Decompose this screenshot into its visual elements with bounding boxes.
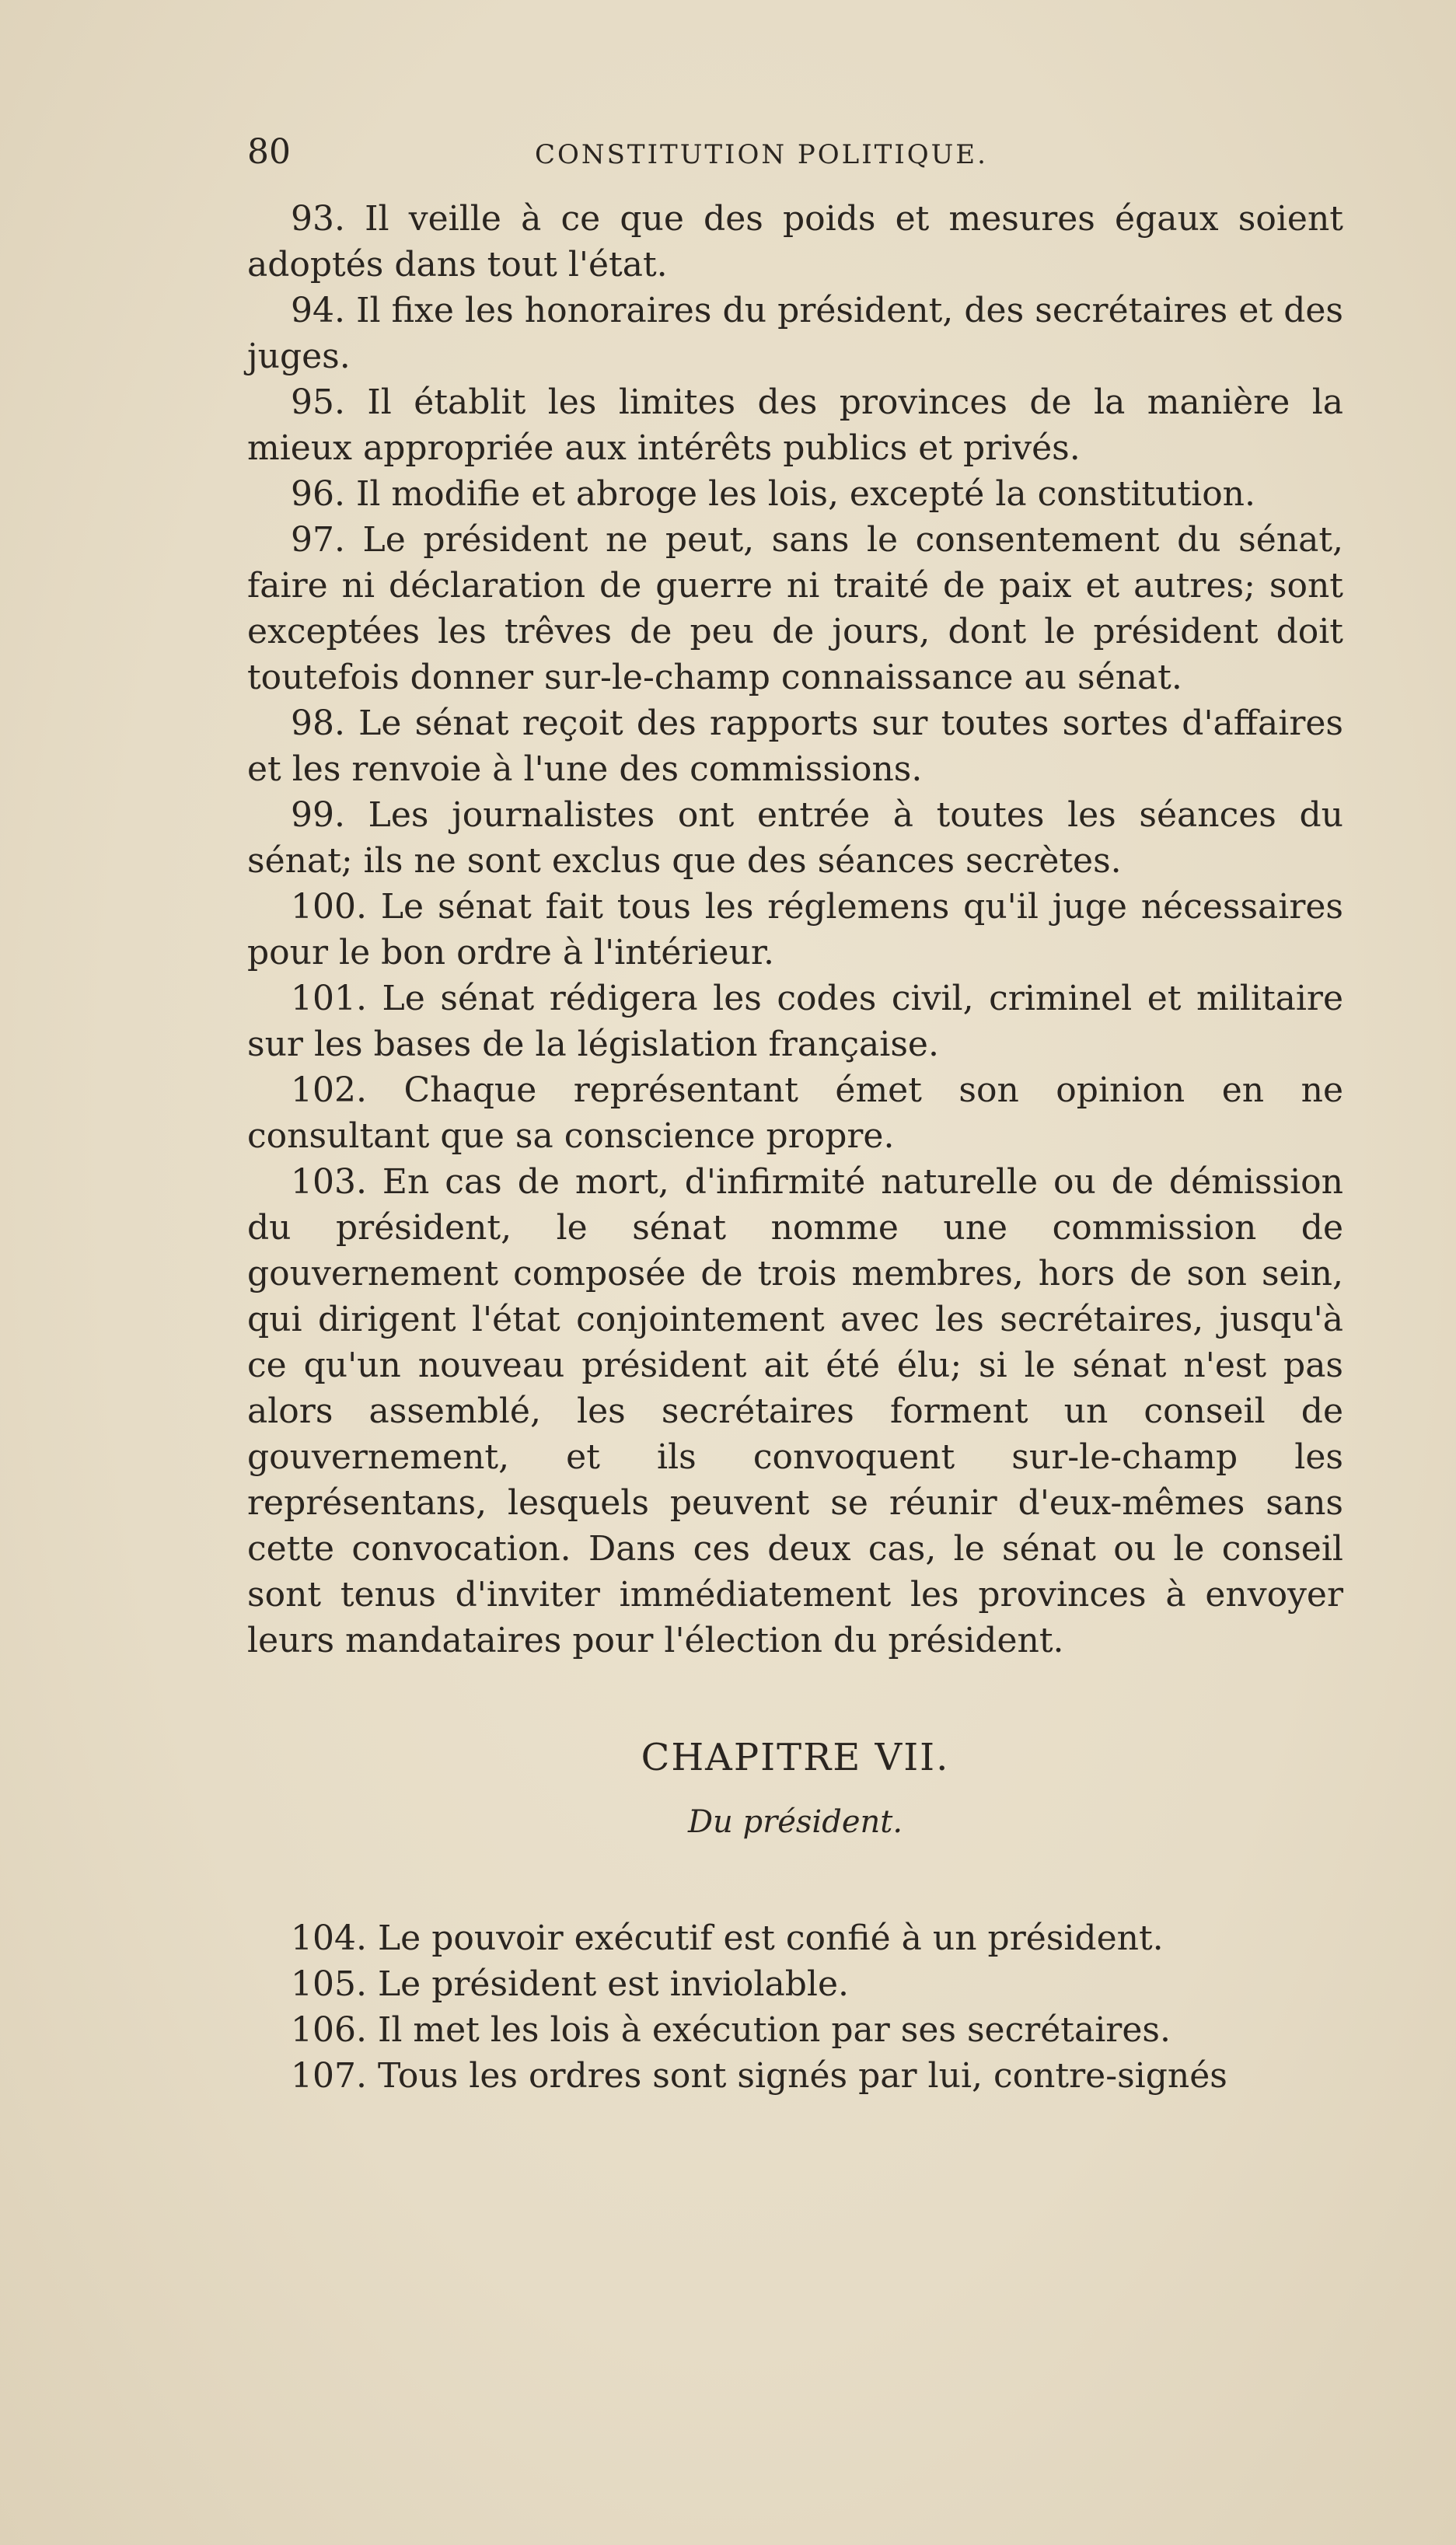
page-header [247, 132, 1343, 196]
page-number: 80 [247, 132, 291, 172]
article-107: 107. Tous les ordres sont signés par lui, contre-signés [291, 2056, 1227, 2096]
running-head: CONSTITUTION POLITIQUE. [535, 139, 988, 170]
article-106: 106. Il met les lois à exécution par ses secrétaires. [291, 2010, 1171, 2050]
chapter-subtitle: Du président. [687, 1804, 903, 1840]
article-104: 104. Le pouvoir exécutif est confié à un président. [291, 1918, 1164, 1958]
article-100: 100. Le sénat fait tous les réglemens qu'il juge nécessaires pour le bon ordre à l'intérieur. [247, 887, 1343, 972]
article-94: 94. Il fixe les honoraires du président, des secrétaires et des juges. [247, 291, 1343, 376]
chapter-title: CHAPITRE VII. [641, 1736, 950, 1779]
article-101: 101. Le sénat rédigera les codes civil, criminel et militaire sur les bases de la législation française. [247, 979, 1343, 1064]
article-103: 103. En cas de mort, d'infirmité naturelle ou de démission du président, le sénat nomme une commission de gouvernement composée de trois membres, hors de son sein, qui dirigent l'état conjointement avec les secrétaires, jusqu'à ce qu'un nouveau président ait été élu; si le sénat n'est pas alors assemblé, les secrétaires forment un conseil de gouvernement, et ils convoquent sur-le-champ les représentans, lesquels peuvent se réunir d'eux-mêmes sans cette convocation. Dans ces deux cas, le sénat ou le conseil sont tenus d'inviter immédiatement les provinces à envoyer leurs mandataires pour l'élection du président. [247, 1162, 1343, 1660]
article-105: 105. Le président est inviolable. [291, 1964, 849, 2004]
page-text [247, 132, 1343, 2099]
article-98: 98. Le sénat reçoit des rapports sur toutes sortes d'affaires et les renvoie à l'une des commissions. [247, 703, 1343, 789]
article-93: 93. Il veille à ce que des poids et mesures égaux soient adoptés dans tout l'état. [247, 199, 1343, 285]
article-99: 99. Les journalistes ont entrée à toutes les séances du sénat; ils ne sont exclus que des séances secrètes. [247, 795, 1343, 881]
article-95: 95. Il établit les limites des provinces de la manière la mieux appropriée aux intérêts publics et privés. [247, 382, 1343, 468]
article-102: 102. Chaque représentant émet son opinion en ne consultant que sa conscience propre. [247, 1070, 1343, 1156]
article-97: 97. Le président ne peut, sans le consentement du sénat, faire ni déclaration de guerre ni traité de paix et autres; sont exceptées les trêves de peu de jours, dont le président doit toutefois donner sur-le-champ connaissance au sénat. [247, 520, 1343, 697]
article-96: 96. Il modifie et abroge les lois, excepté la constitution. [291, 474, 1256, 514]
